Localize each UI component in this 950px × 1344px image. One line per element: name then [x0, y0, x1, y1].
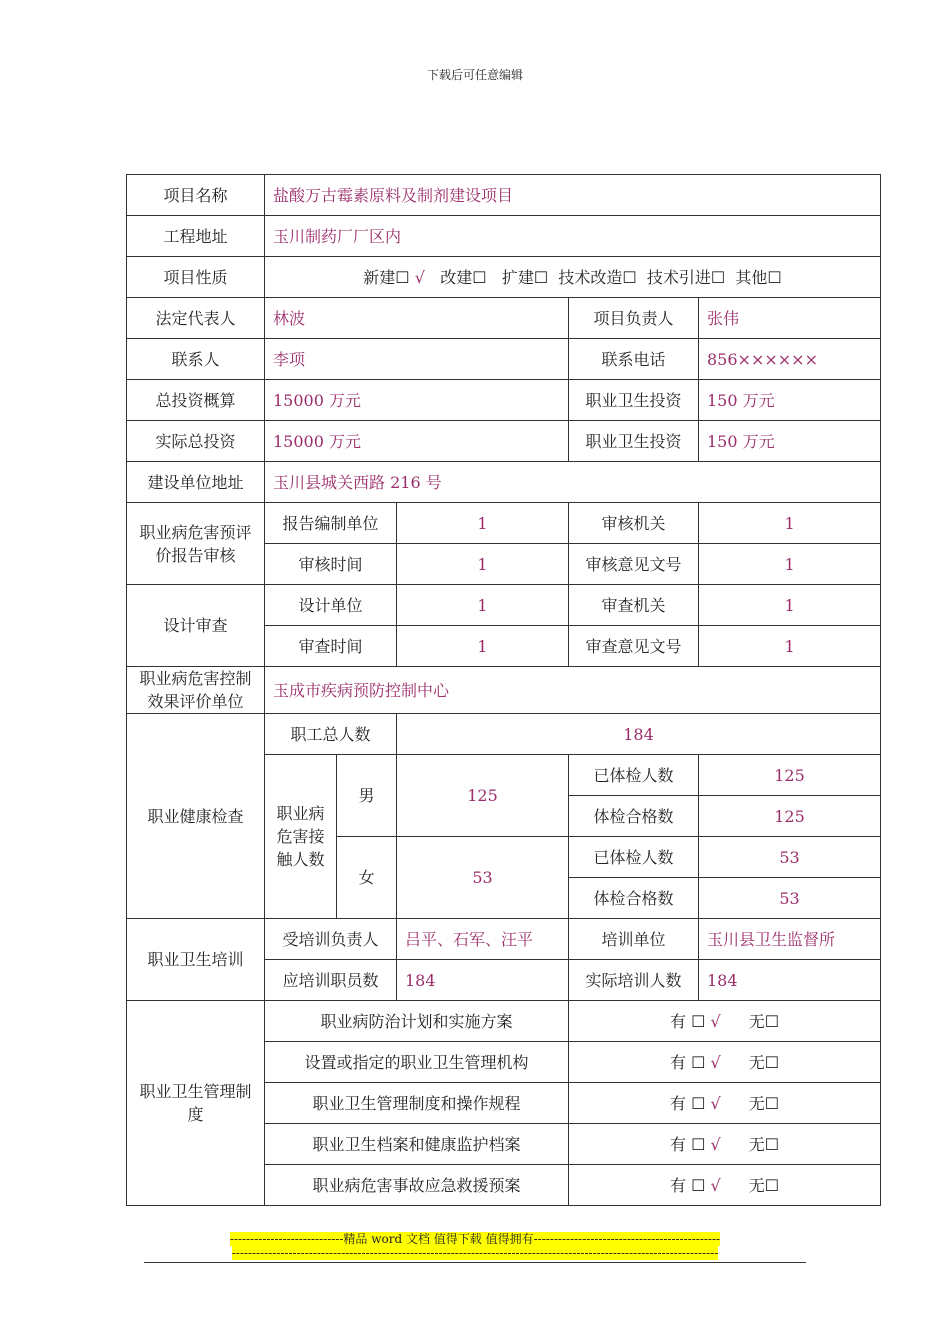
training-should-value: 184	[397, 960, 569, 1001]
site-value: 玉川制药厂厂区内	[265, 216, 881, 257]
female-label: 女	[337, 837, 397, 919]
nature-other-checkbox[interactable]: 其他☐	[735, 267, 782, 287]
contact-label: 联系人	[127, 339, 265, 380]
footer-banner-dashes: ------------------------------------------------------------------------------------------------------------------------	[231, 1246, 719, 1260]
design-unit-value: 1	[397, 585, 569, 626]
mgmt-no-checkbox[interactable]: 无☐	[748, 1175, 780, 1195]
mgmt-item: 职业卫生管理制度和操作规程	[265, 1083, 569, 1124]
mgmt-no-checkbox[interactable]: 无☐	[748, 1011, 780, 1031]
mgmt-yes-checkbox[interactable]: 有 ☐	[669, 1134, 706, 1154]
nature-new-tick: √	[414, 267, 425, 287]
control-eval-label: 职业病危害控制效果评价单位	[127, 667, 265, 714]
design-org-label: 审查机关	[569, 585, 699, 626]
health-total-value: 184	[397, 714, 881, 755]
pre-eval-org-label: 报告编制单位	[265, 503, 397, 544]
training-unit-value: 玉川县卫生监督所	[699, 919, 881, 960]
row-unit-address	[127, 462, 881, 503]
project-lead-label: 项目负责人	[569, 298, 699, 339]
training-lead-value: 吕平、石军、汪平	[397, 919, 569, 960]
mgmt-yes-tick: √	[710, 1052, 721, 1072]
pre-eval-review-org-label: 审核机关	[569, 503, 699, 544]
health-total-label: 职工总人数	[265, 714, 397, 755]
row-control-eval	[127, 667, 881, 714]
row-health-total	[127, 714, 881, 755]
budget-label: 总投资概算	[127, 380, 265, 421]
row-site	[127, 216, 881, 257]
row-training-1	[127, 919, 881, 960]
mgmt-yes-tick: √	[710, 1134, 721, 1154]
mgmt-no-checkbox[interactable]: 无☐	[748, 1134, 780, 1154]
mgmt-yes-tick: √	[710, 1093, 721, 1113]
exposed-label: 职业病危害接触人数	[265, 755, 337, 919]
project-form-table	[126, 174, 881, 1206]
male-value: 125	[397, 755, 569, 837]
project-name-value: 盐酸万古霉素原料及制剂建设项目	[265, 175, 881, 216]
mgmt-yes-checkbox[interactable]: 有 ☐	[669, 1052, 706, 1072]
mgmt-item-choice	[569, 1124, 881, 1165]
mgmt-yes-tick: √	[710, 1011, 721, 1031]
project-name-label: 项目名称	[127, 175, 265, 216]
mgmt-item: 职业卫生档案和健康监护档案	[265, 1124, 569, 1165]
nature-tech-reform-checkbox[interactable]: 技术改造☐	[558, 267, 637, 287]
qualified-label-female: 体检合格数	[569, 878, 699, 919]
nature-label: 项目性质	[127, 257, 265, 298]
health-check-label: 职业健康检查	[127, 714, 265, 919]
mgmt-item: 职业病防治计划和实施方案	[265, 1001, 569, 1042]
training-unit-label: 培训单位	[569, 919, 699, 960]
design-unit-label: 设计单位	[265, 585, 397, 626]
row-project-name	[127, 175, 881, 216]
row-design-1	[127, 585, 881, 626]
legal-rep-value: 林波	[265, 298, 569, 339]
mgmt-no-checkbox[interactable]: 无☐	[748, 1093, 780, 1113]
mgmt-label: 职业卫生管理制度	[127, 1001, 265, 1206]
actual-label: 实际总投资	[127, 421, 265, 462]
mgmt-yes-checkbox[interactable]: 有 ☐	[669, 1175, 706, 1195]
health-invest-value-1: 150 万元	[699, 380, 881, 421]
training-should-label: 应培训职员数	[265, 960, 397, 1001]
legal-rep-label: 法定代表人	[127, 298, 265, 339]
pre-eval-time-label: 审核时间	[265, 544, 397, 585]
row-nature	[127, 257, 881, 298]
checked-value-female: 53	[699, 837, 881, 878]
header-note: 下载后可任意编辑	[426, 68, 523, 82]
qualified-label-male: 体检合格数	[569, 796, 699, 837]
unit-addr-label: 建设单位地址	[127, 462, 265, 503]
footer-banner-line-2	[0, 1246, 950, 1260]
row-budget	[127, 380, 881, 421]
design-review-label: 设计审查	[127, 585, 265, 667]
row-mgmt-1	[127, 1001, 881, 1042]
design-time-value: 1	[397, 626, 569, 667]
nature-expand-checkbox[interactable]: 扩建☐	[501, 267, 549, 287]
mgmt-item-choice	[569, 1042, 881, 1083]
pre-eval-review-org-value: 1	[699, 503, 881, 544]
unit-addr-value: 玉川县城关西路 216 号	[265, 462, 881, 503]
pre-eval-doc-label: 审核意见文号	[569, 544, 699, 585]
phone-value: 856××××××	[699, 339, 881, 380]
site-label: 工程地址	[127, 216, 265, 257]
checked-value-male: 125	[699, 755, 881, 796]
contact-value: 李项	[265, 339, 569, 380]
training-label: 职业卫生培训	[127, 919, 265, 1001]
mgmt-item-choice	[569, 1001, 881, 1042]
budget-value: 15000 万元	[265, 380, 569, 421]
footer-banner-text: ----------------------------精品 word 文档 值得下载 值得拥有----------------------------------------------	[229, 1232, 721, 1246]
control-eval-value: 玉成市疾病预防控制中心	[265, 667, 881, 714]
phone-label: 联系电话	[569, 339, 699, 380]
footer-rule	[144, 1262, 806, 1263]
pre-eval-time-value: 1	[397, 544, 569, 585]
mgmt-yes-checkbox[interactable]: 有 ☐	[669, 1011, 706, 1031]
design-doc-label: 审查意见文号	[569, 626, 699, 667]
row-legal-rep	[127, 298, 881, 339]
health-invest-label-2: 职业卫生投资	[569, 421, 699, 462]
row-actual-invest	[127, 421, 881, 462]
training-actual-label: 实际培训人数	[569, 960, 699, 1001]
nature-tech-import-checkbox[interactable]: 技术引进☐	[646, 267, 726, 287]
health-invest-label-1: 职业卫生投资	[569, 380, 699, 421]
mgmt-no-checkbox[interactable]: 无☐	[748, 1052, 780, 1072]
mgmt-item: 设置或指定的职业卫生管理机构	[265, 1042, 569, 1083]
training-actual-value: 184	[699, 960, 881, 1001]
nature-new-checkbox[interactable]: 新建☐	[363, 267, 410, 287]
design-doc-value: 1	[699, 626, 881, 667]
mgmt-item: 职业病危害事故应急救援预案	[265, 1165, 569, 1206]
qualified-value-female: 53	[699, 878, 881, 919]
mgmt-yes-tick: √	[710, 1175, 721, 1195]
pre-eval-doc-value: 1	[699, 544, 881, 585]
training-lead-label: 受培训负责人	[265, 919, 397, 960]
qualified-value-male: 125	[699, 796, 881, 837]
female-value: 53	[397, 837, 569, 919]
mgmt-item-choice	[569, 1165, 881, 1206]
checked-label-female: 已体检人数	[569, 837, 699, 878]
row-contact	[127, 339, 881, 380]
nature-options	[265, 257, 881, 298]
project-lead-value: 张伟	[699, 298, 881, 339]
checked-label-male: 已体检人数	[569, 755, 699, 796]
design-org-value: 1	[699, 585, 881, 626]
actual-value: 15000 万元	[265, 421, 569, 462]
male-label: 男	[337, 755, 397, 837]
design-time-label: 审查时间	[265, 626, 397, 667]
nature-rebuild-checkbox[interactable]: 改建☐	[440, 267, 487, 287]
pre-eval-org-value: 1	[397, 503, 569, 544]
mgmt-yes-checkbox[interactable]: 有 ☐	[669, 1093, 706, 1113]
row-pre-eval-1	[127, 503, 881, 544]
health-invest-value-2: 150 万元	[699, 421, 881, 462]
pre-eval-label: 职业病危害预评价报告审核	[127, 503, 265, 585]
mgmt-item-choice	[569, 1083, 881, 1124]
footer-banner-line-1	[0, 1230, 950, 1247]
